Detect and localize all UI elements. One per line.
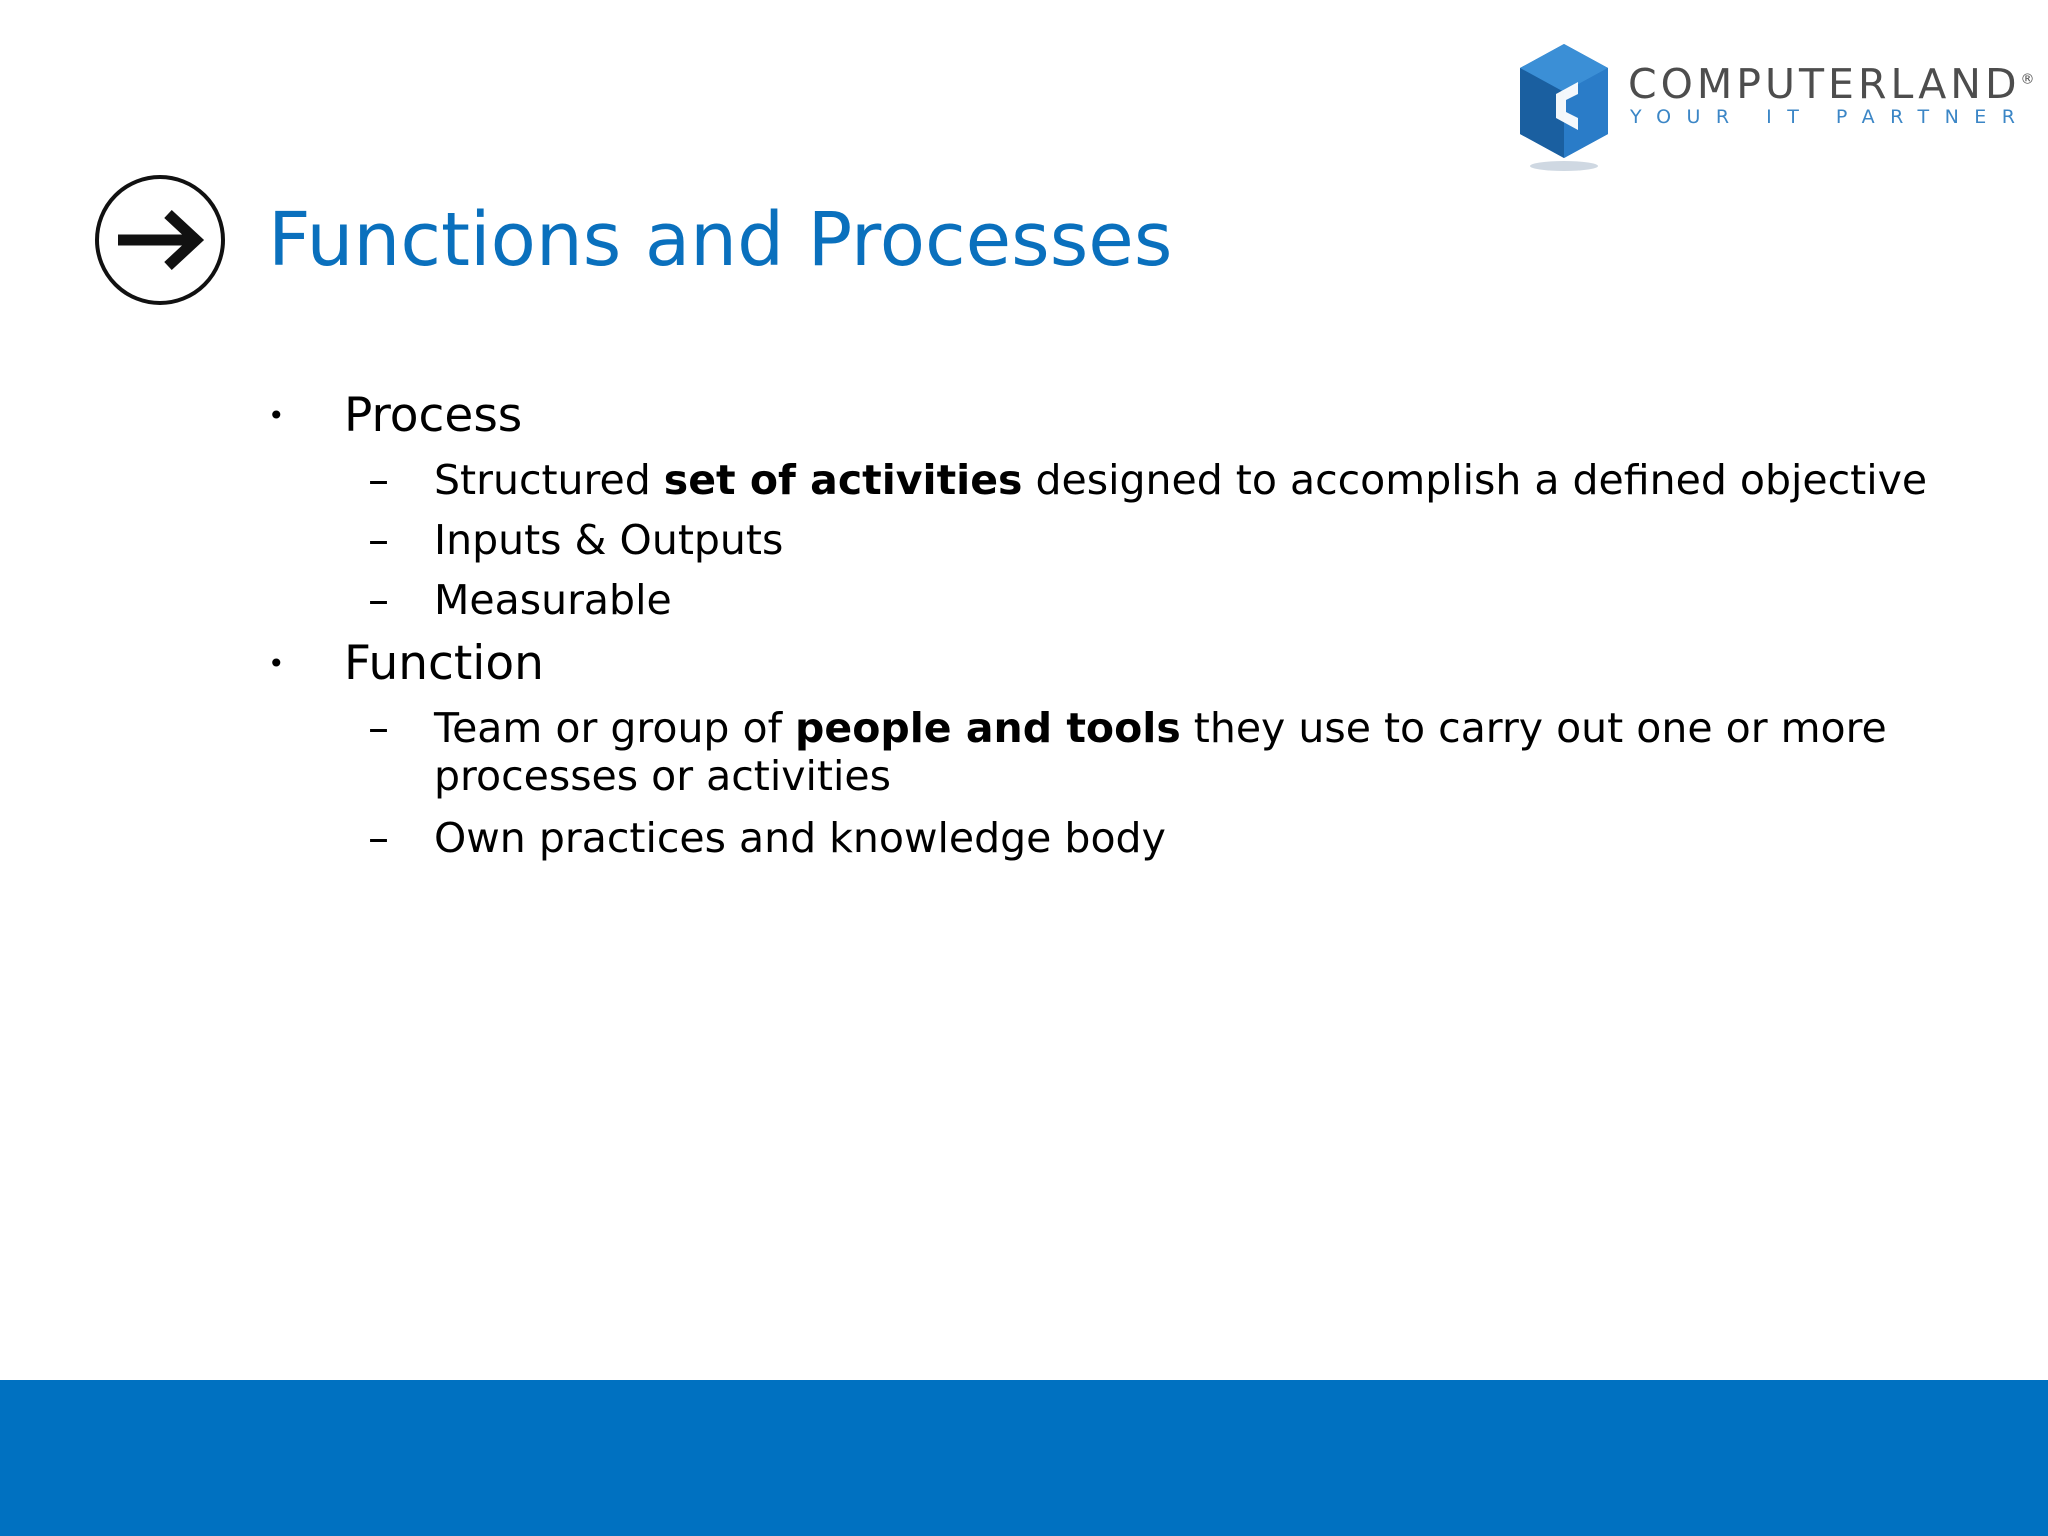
- bullet-mark: •: [268, 399, 285, 432]
- dash-mark: –: [368, 813, 389, 862]
- arrow-right-circle-icon: [92, 172, 228, 308]
- sub-bullet-text: Structured set of activities designed to accomplish a defined objective: [434, 456, 1928, 504]
- footer-bar: [0, 1380, 2048, 1536]
- bullet-label: Function: [344, 636, 544, 691]
- logo-name: COMPUTERLAND®: [1628, 60, 2039, 108]
- emphasis: set of activities: [663, 456, 1023, 504]
- dash-mark: –: [368, 575, 389, 624]
- slide-title: Functions and Processes: [268, 197, 1173, 283]
- sub-bullet-text: processes or activities: [434, 752, 891, 800]
- bullet-mark: •: [268, 647, 285, 680]
- dash-mark: –: [368, 703, 389, 752]
- computerland-cube-logo: [1520, 44, 1608, 171]
- dash-mark: –: [368, 515, 389, 564]
- sub-bullet-text: Measurable: [434, 576, 672, 624]
- sub-bullet-text: Own practices and knowledge body: [434, 814, 1166, 862]
- emphasis: people and tools: [795, 704, 1181, 752]
- dash-mark: –: [368, 455, 389, 504]
- logo-tagline: YOUR IT PARTNER: [1630, 106, 2031, 128]
- sub-bullet-text: Team or group of people and tools they use to carry out one or more: [434, 704, 1887, 752]
- bullet-label: Process: [344, 388, 523, 443]
- sub-bullet-text: Inputs & Outputs: [434, 516, 784, 564]
